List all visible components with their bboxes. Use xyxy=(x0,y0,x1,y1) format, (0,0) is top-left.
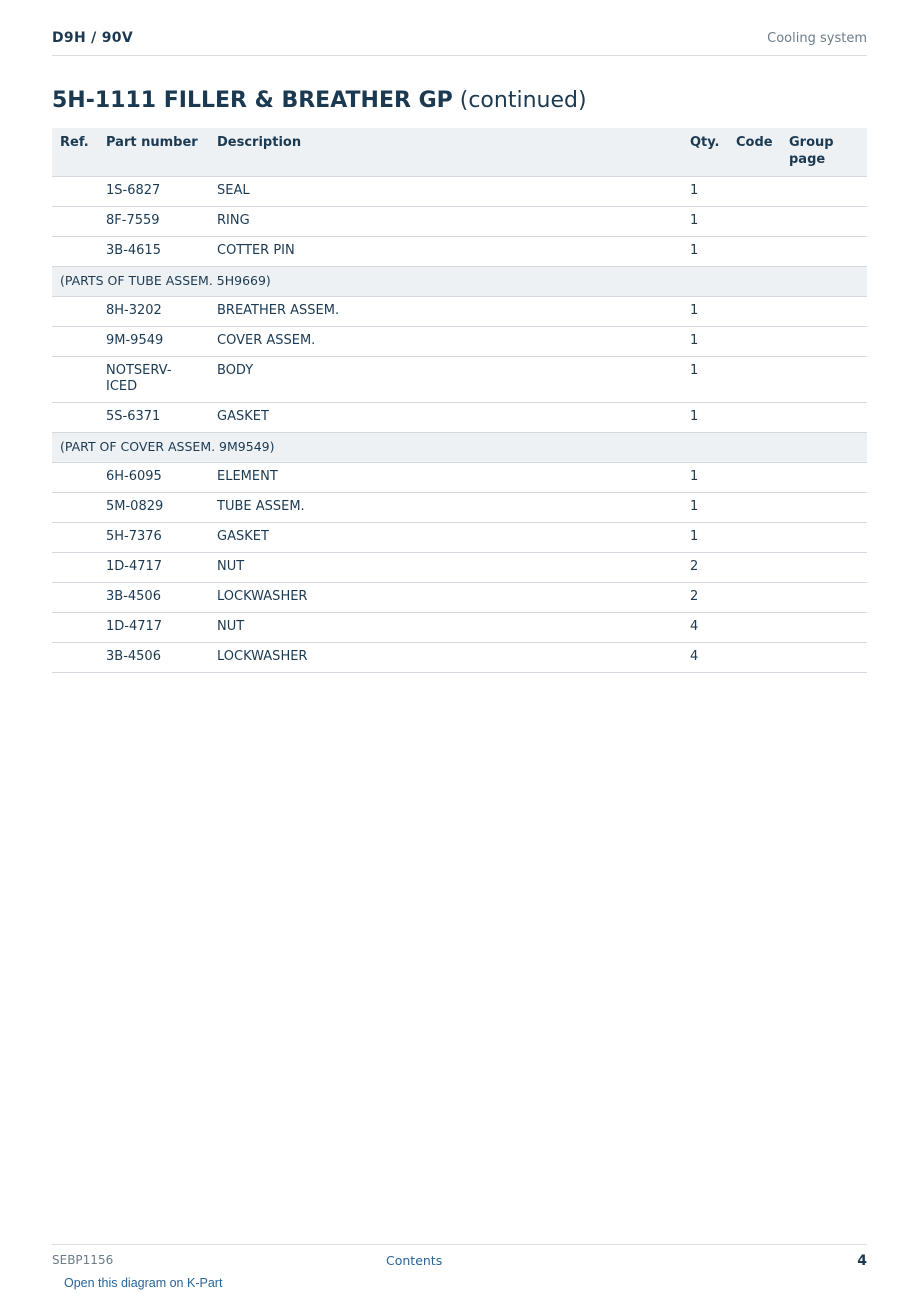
page-footer xyxy=(52,1244,867,1275)
cell-ref xyxy=(52,327,98,357)
machine-model: D9H / 90V xyxy=(52,30,133,46)
cell-description: BREATHER ASSEM. xyxy=(209,297,682,327)
cell-group-page xyxy=(781,357,867,403)
open-kpart-link[interactable]: Open this diagram on K-Part xyxy=(64,1276,223,1290)
cell-ref xyxy=(52,177,98,207)
title-main: 5H-1111 FILLER & BREATHER GP xyxy=(52,88,453,113)
cell-part-number: 8F-7559 xyxy=(98,207,209,237)
cell-description: BODY xyxy=(209,357,682,403)
table-row xyxy=(52,357,867,403)
cell-group-page xyxy=(781,297,867,327)
cell-qty: 1 xyxy=(682,207,728,237)
cell-group-page xyxy=(781,643,867,673)
cell-qty: 1 xyxy=(682,297,728,327)
table-row xyxy=(52,613,867,643)
cell-qty: 2 xyxy=(682,583,728,613)
table-row xyxy=(52,207,867,237)
cell-qty: 1 xyxy=(682,357,728,403)
cell-code xyxy=(728,583,781,613)
table-row xyxy=(52,493,867,523)
cell-code xyxy=(728,237,781,267)
cell-part-number: 1S-6827 xyxy=(98,177,209,207)
cell-qty: 4 xyxy=(682,643,728,673)
group-note-row xyxy=(52,433,867,463)
cell-code xyxy=(728,523,781,553)
cell-group-page xyxy=(781,613,867,643)
cell-group-page xyxy=(781,493,867,523)
cell-qty: 1 xyxy=(682,493,728,523)
document-id: SEBP1156 xyxy=(52,1253,114,1267)
cell-qty: 1 xyxy=(682,177,728,207)
cell-code xyxy=(728,613,781,643)
cell-ref xyxy=(52,297,98,327)
column-header-description: Description xyxy=(209,128,682,177)
cell-part-number: 3B-4506 xyxy=(98,643,209,673)
column-header-group-page: Group page xyxy=(781,128,867,177)
cell-description: TUBE ASSEM. xyxy=(209,493,682,523)
cell-qty: 1 xyxy=(682,403,728,433)
cell-ref xyxy=(52,553,98,583)
column-header-part-number: Part number xyxy=(98,128,209,177)
table-row xyxy=(52,463,867,493)
cell-code xyxy=(728,553,781,583)
table-row xyxy=(52,327,867,357)
cell-qty: 1 xyxy=(682,327,728,357)
contents-link[interactable]: Contents xyxy=(386,1253,443,1268)
cell-ref xyxy=(52,613,98,643)
table-row xyxy=(52,643,867,673)
parts-table-body xyxy=(52,177,867,673)
table-row xyxy=(52,237,867,267)
cell-ref xyxy=(52,583,98,613)
cell-ref xyxy=(52,523,98,553)
cell-description: NUT xyxy=(209,613,682,643)
cell-part-number: 6H-6095 xyxy=(98,463,209,493)
page-title xyxy=(52,88,587,113)
table-row xyxy=(52,553,867,583)
cell-qty: 1 xyxy=(682,237,728,267)
table-header-row xyxy=(52,128,867,177)
cell-ref xyxy=(52,237,98,267)
group-note: (PART OF COVER ASSEM. 9M9549) xyxy=(52,433,867,463)
cell-qty: 1 xyxy=(682,523,728,553)
table-row xyxy=(52,403,867,433)
cell-ref xyxy=(52,357,98,403)
cell-code xyxy=(728,403,781,433)
cell-ref xyxy=(52,643,98,673)
cell-code xyxy=(728,643,781,673)
table-row xyxy=(52,177,867,207)
column-header-code: Code xyxy=(728,128,781,177)
cell-group-page xyxy=(781,523,867,553)
cell-part-number: 5M-0829 xyxy=(98,493,209,523)
group-note: (PARTS OF TUBE ASSEM. 5H9669) xyxy=(52,267,867,297)
cell-description: ELEMENT xyxy=(209,463,682,493)
cell-ref xyxy=(52,493,98,523)
page-header xyxy=(52,28,867,56)
column-header-qty: Qty. xyxy=(682,128,728,177)
cell-group-page xyxy=(781,177,867,207)
cell-ref xyxy=(52,463,98,493)
cell-description: NUT xyxy=(209,553,682,583)
cell-part-number: 8H-3202 xyxy=(98,297,209,327)
cell-description: COTTER PIN xyxy=(209,237,682,267)
cell-code xyxy=(728,327,781,357)
cell-ref xyxy=(52,403,98,433)
cell-code xyxy=(728,297,781,327)
cell-group-page xyxy=(781,553,867,583)
cell-code xyxy=(728,177,781,207)
cell-part-number: 5S-6371 xyxy=(98,403,209,433)
cell-part-number: 1D-4717 xyxy=(98,553,209,583)
section-name: Cooling system xyxy=(767,31,867,46)
cell-qty: 2 xyxy=(682,553,728,583)
title-suffix: (continued) xyxy=(452,88,587,113)
cell-group-page xyxy=(781,207,867,237)
cell-description: LOCKWASHER xyxy=(209,643,682,673)
cell-description: LOCKWASHER xyxy=(209,583,682,613)
cell-description: COVER ASSEM. xyxy=(209,327,682,357)
cell-part-number: 3B-4615 xyxy=(98,237,209,267)
table-row xyxy=(52,583,867,613)
cell-code xyxy=(728,493,781,523)
cell-code xyxy=(728,463,781,493)
cell-group-page xyxy=(781,403,867,433)
cell-qty: 1 xyxy=(682,463,728,493)
cell-code xyxy=(728,357,781,403)
column-header-ref: Ref. xyxy=(52,128,98,177)
parts-table xyxy=(52,128,867,673)
cell-part-number: NOTSERV-ICED xyxy=(98,357,209,403)
cell-part-number: 1D-4717 xyxy=(98,613,209,643)
cell-description: GASKET xyxy=(209,523,682,553)
cell-ref xyxy=(52,207,98,237)
cell-group-page xyxy=(781,583,867,613)
cell-code xyxy=(728,207,781,237)
group-note-row xyxy=(52,267,867,297)
cell-part-number: 5H-7376 xyxy=(98,523,209,553)
cell-group-page xyxy=(781,327,867,357)
table-row xyxy=(52,297,867,327)
cell-group-page xyxy=(781,237,867,267)
cell-qty: 4 xyxy=(682,613,728,643)
table-row xyxy=(52,523,867,553)
cell-part-number: 9M-9549 xyxy=(98,327,209,357)
page-number: 4 xyxy=(857,1253,867,1269)
cell-description: SEAL xyxy=(209,177,682,207)
cell-description: GASKET xyxy=(209,403,682,433)
cell-description: RING xyxy=(209,207,682,237)
cell-part-number: 3B-4506 xyxy=(98,583,209,613)
cell-group-page xyxy=(781,463,867,493)
